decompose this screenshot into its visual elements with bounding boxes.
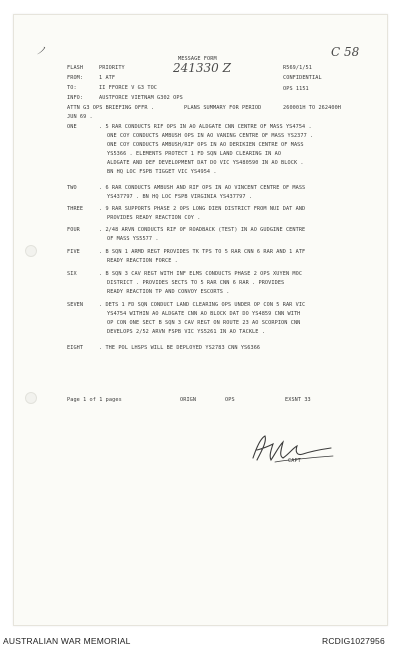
originator-value: OPS [225, 397, 235, 403]
paragraph-label: EIGHT [67, 345, 84, 351]
from-label: FROM: [67, 75, 84, 81]
paragraph-label: FIVE [67, 249, 80, 255]
footer-source: AUSTRALIAN WAR MEMORIAL [3, 636, 131, 646]
paragraph-line: . B SQN 3 CAV REGT WITH INF ELMS CONDUCTS PHASE 2 OPS XUYEN MOC [99, 271, 303, 277]
classification: CONFIDENTIAL [283, 75, 322, 81]
paragraph-line: DISTRICT . PROVIDES SECTS TO 5 RAR CNN 6 RAR . PROVIDES [107, 280, 285, 286]
handwritten-reference: C 58 [331, 45, 360, 59]
ref-number: R569/1/51 [283, 65, 313, 71]
handwritten-dtg: 241330 Z [173, 61, 231, 75]
paragraph-label: SIX [67, 271, 77, 277]
subject-line: PLANS SUMMARY FOR PERIOD [184, 105, 262, 111]
paragraph-line: . 9 RAR SUPPORTS PHASE 2 OPS LONG DIEN DISTRICT FROM NUI DAT AND [99, 206, 306, 212]
ops-number: OPS 1151 [283, 86, 309, 92]
to-label: TO: [67, 85, 77, 91]
paragraph-label: SEVEN [67, 302, 84, 308]
date-line: JUN 69 . [67, 114, 93, 120]
info-label: INFO: [67, 95, 84, 101]
paragraph-line: DEVELOPS 2/52 ARVN FSPB VIC YS5261 IN AO TACKLE . [107, 329, 265, 335]
paragraph-label: TWO [67, 185, 77, 191]
paragraph-line: OF MASS YS5577 . [107, 236, 159, 242]
paragraph-line: PROVIDES READY REACTION COY . [107, 215, 201, 221]
paragraph-line: . 6 RAR CONDUCTS AMBUSH AND RIF OPS IN AO VINCENT CENTRE OF MASS [99, 185, 306, 191]
form-title: MESSAGE FORM [178, 56, 217, 62]
extension-number: EXSNT 33 [285, 397, 311, 403]
signature-rank: CAPT [288, 458, 301, 464]
to-value: II FFORCE V G3 TOC [99, 85, 158, 91]
attention-line: ATTN G3 OPS BRIEFING OFFR . [67, 105, 155, 111]
paragraph-label: THREE [67, 206, 84, 212]
paragraph-line: . 5 RAR CONDUCTS RIF OPS IN AO ALDGATE CNN CENTRE OF MASS YS4754 . [99, 124, 312, 130]
paragraph-label: FOUR [67, 227, 80, 233]
paragraph-line: . THE POL LHSPS WILL BE DEPLOYED YS2783 CNN YS6366 [99, 345, 261, 351]
paragraph-line: OP CON ONE SECT B SQN 3 CAV REGT ON ROUTE 23 AO SCORPION CNN [107, 320, 301, 326]
paragraph-line: BN HQ LOC FSPB TIGGET VIC YS4954 . [107, 169, 217, 175]
paragraph-line: . B SQN 1 ARMD REGT PROVIDES TK TPS TO 5 RAR CNN 6 RAR AND 1 ATF [99, 249, 306, 255]
paragraph-line: ONE COY CONDUCTS AMBUSH/RIF OPS IN AO DERIKIEN CENTRE OF MASS [107, 142, 304, 148]
paragraph-line: ONE COY CONDUCTS AMBUSH OPS IN AO VANING CENTRE OF MASS YS2377 . [107, 133, 314, 139]
from-value: 1 ATF [99, 75, 116, 81]
handwritten-mark: ノ [36, 46, 46, 57]
footer-record-id: RCDIG1027956 [322, 636, 385, 646]
punch-hole-top [25, 245, 37, 257]
paragraph-line: ALDGATE AND DEF DEVELOPMENT DAT DO VIC YS480590 IN AO BLOCK . [107, 160, 304, 166]
paragraph-line: READY REACTION TP AND CONVOY ESCORTS . [107, 289, 230, 295]
page-count: Page 1 of 1 pages [67, 397, 122, 403]
info-value: AUSTFORCE VIETNAM G302 OPS [99, 95, 183, 101]
paragraph-line: YS5366 . ELEMENTS PROTECT 1 FD SQN LAND CLEARING IN AO [107, 151, 282, 157]
period-value: 260001H TO 262400H [283, 105, 342, 111]
paragraph-line: YS437797 . BN HQ LOC FSPB VIRGINIA YS437797 . [107, 194, 253, 200]
punch-hole-bottom [25, 392, 37, 404]
priority-label: PRIORITY [99, 65, 125, 71]
originator-label: ORIGN [180, 397, 197, 403]
paragraph-line: . 2/48 ARVN CONDUCTS RIF OF ROADBACK (TEST) IN AO GUDGINE CENTRE [99, 227, 306, 233]
paragraph-line: . DETS 1 FD SQN CONDUCT LAND CLEARING OPS UNDER OP CON 5 RAR VIC [99, 302, 306, 308]
paragraph-label: ONE [67, 124, 77, 130]
flash-label: FLASH [67, 65, 84, 71]
paragraph-line: READY REACTION FORCE . [107, 258, 178, 264]
paragraph-line: YS4754 WITHIN AO ALDGATE CNN AO BLOCK DAT DO YS4859 CNN WITH [107, 311, 301, 317]
